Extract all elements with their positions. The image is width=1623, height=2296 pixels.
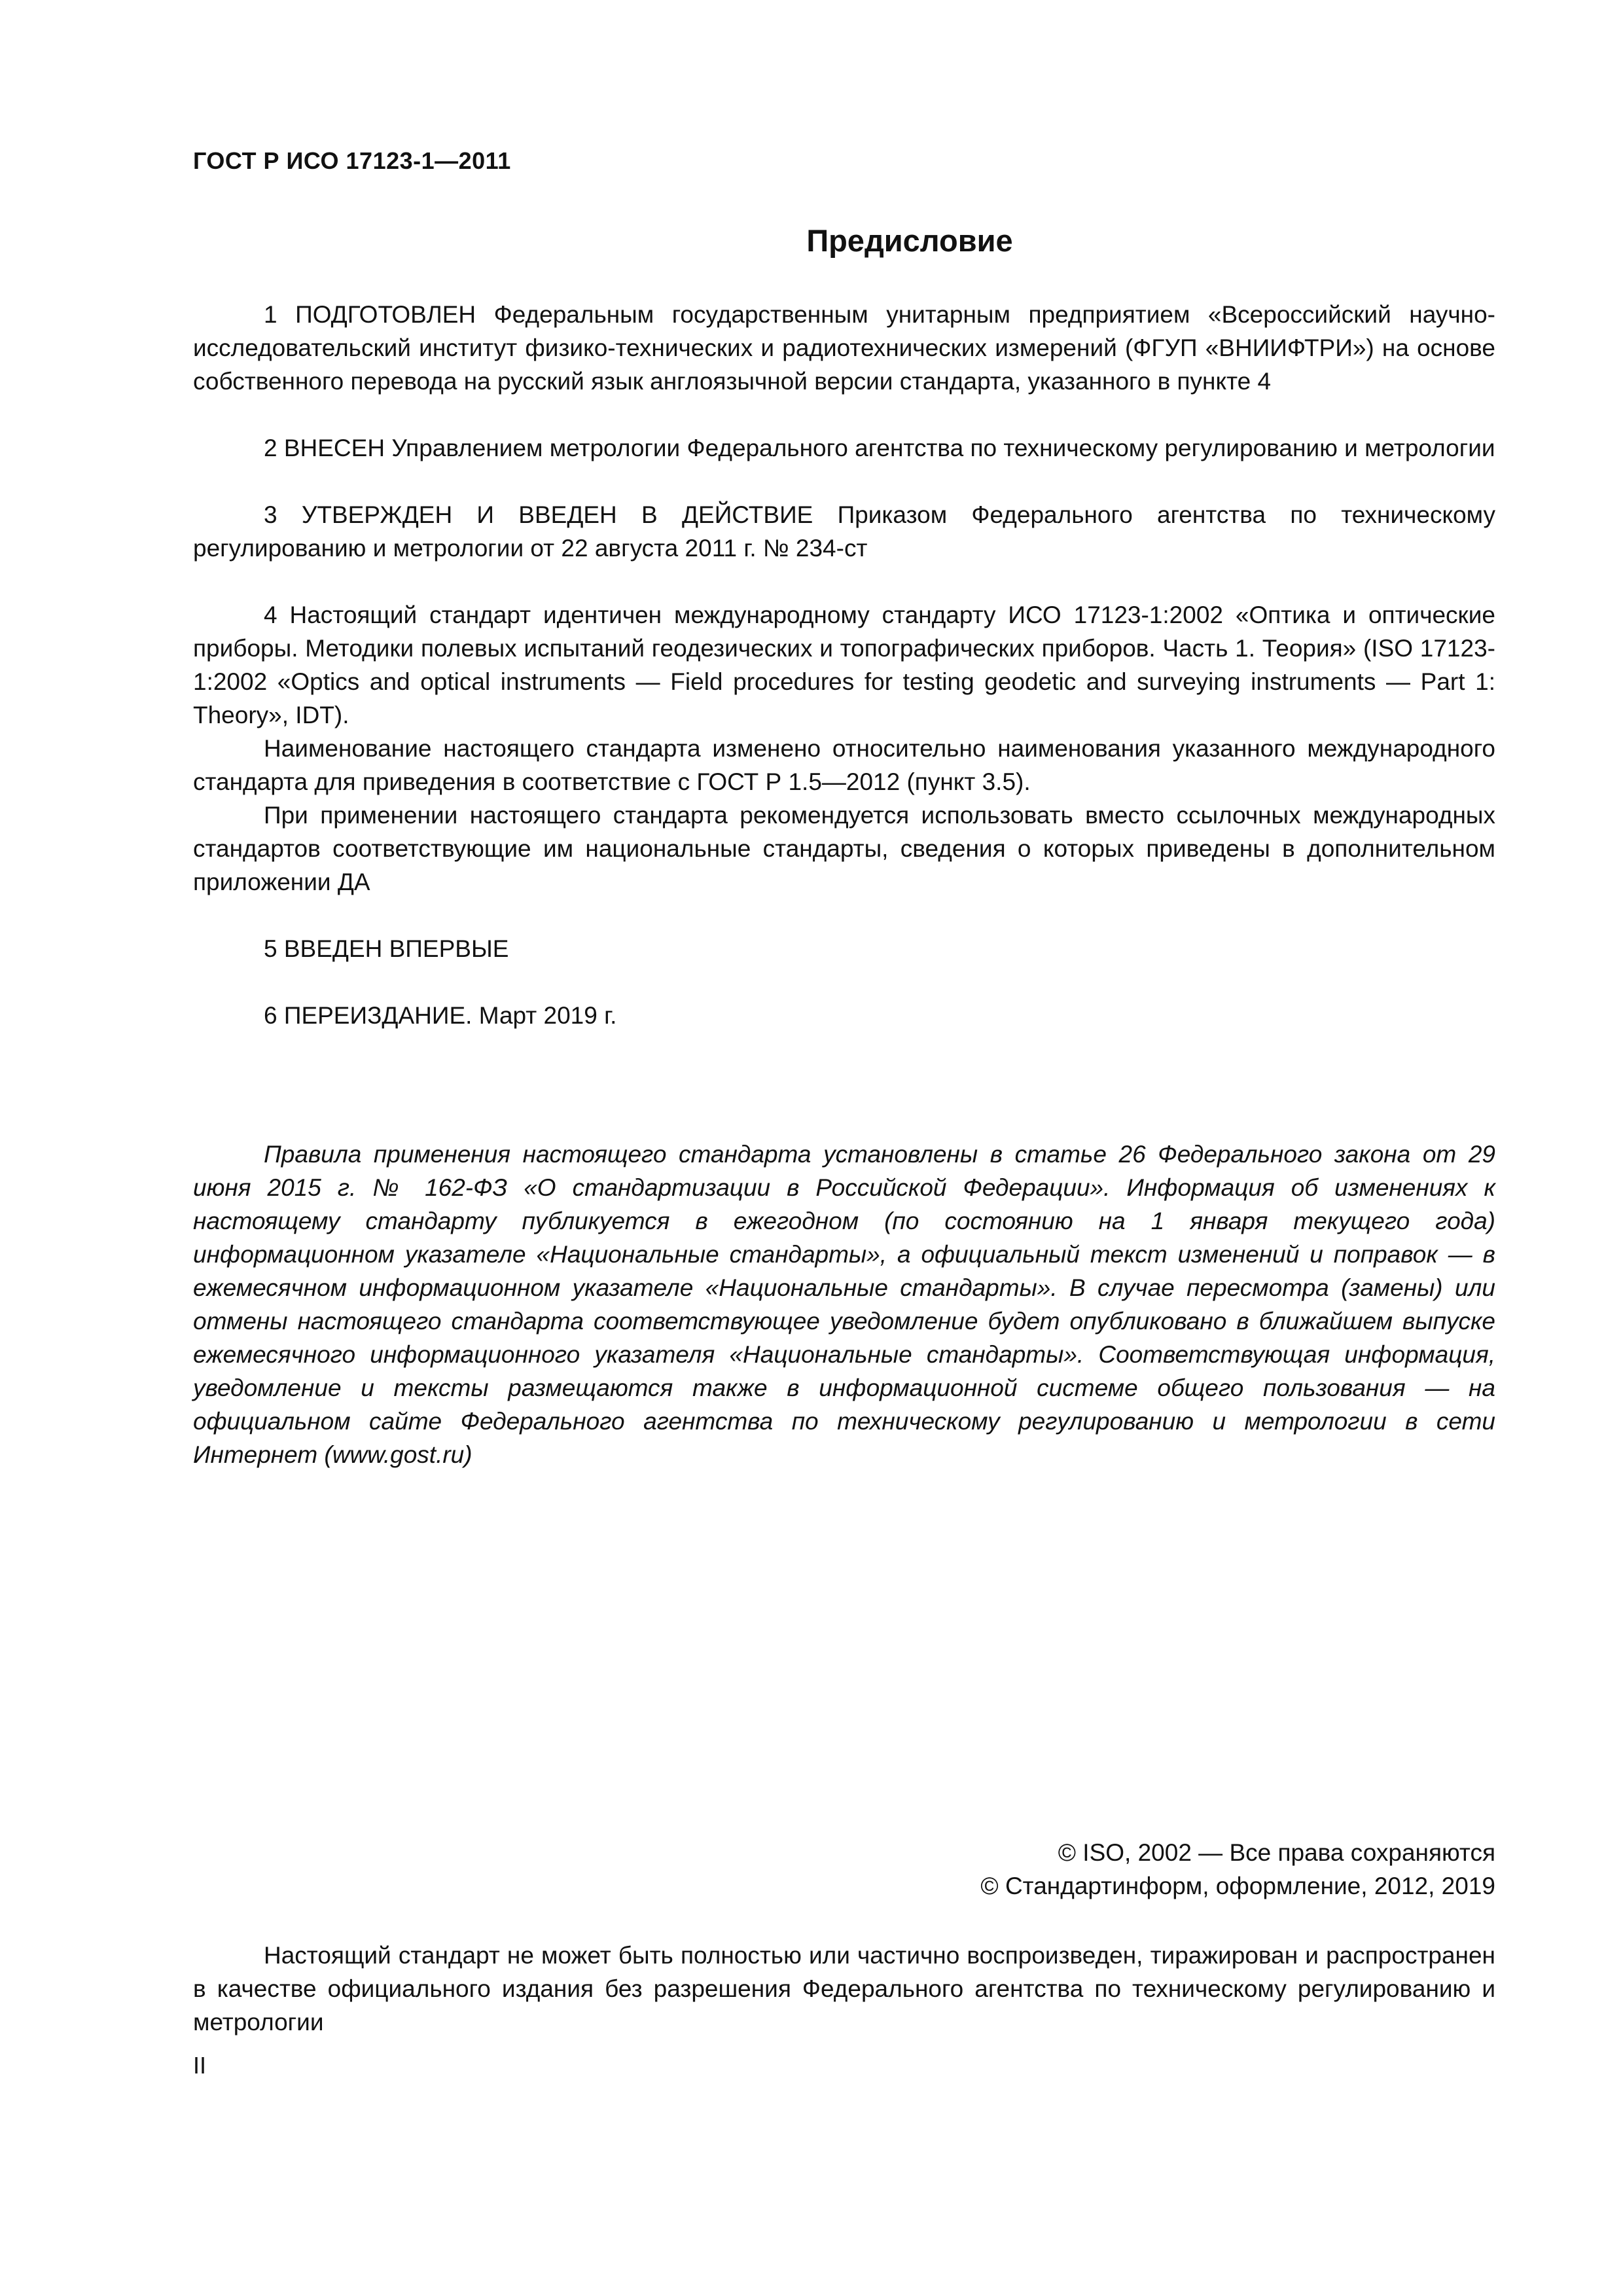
paragraph-6: 6 ПЕРЕИЗДАНИЕ. Март 2019 г.: [264, 1002, 617, 1029]
paragraph-3: 3 УТВЕРЖДЕН И ВВЕДЕН В ДЕЙСТВИЕ Приказом Федерального агентства по техническому регулированию и метрологии от 22 августа 2011 г. № 234-ст: [193, 501, 1495, 562]
paragraph-2: 2 ВНЕСЕН Управлением метрологии Федерального агентства по техническому регулированию и метрологии: [264, 435, 1495, 461]
paragraph-4-note-2: При применении настоящего стандарта рекомендуется использовать вместо ссылочных международных стандартов соответствующие им национальные стандарты, сведения о которых приведены в дополнительном приложении ДА: [193, 802, 1495, 895]
page-title: Предисловие: [806, 223, 1013, 258]
foreword-body: [193, 298, 1495, 1032]
paragraph-4: 4 Настоящий стандарт идентичен международному стандарту ИСО 17123-1:2002 «Оптика и оптические приборы. Методики полевых испытаний геодезических и топографических приборов. Часть 1. Теория» (ISO 17123-1:2002 «Optics and optical instruments — Field procedures for testing geodetic and surveying instruments — Part 1: Theory», IDT).: [193, 601, 1495, 728]
copyright-block: [980, 1836, 1495, 1903]
paragraph-4-note-1: Наименование настоящего стандарта изменено относительно наименования указанного международного стандарта для приведения в соответствие с ГОСТ Р 1.5—2012 (пункт 3.5).: [193, 735, 1495, 795]
copyright-standartinform: © Стандартинформ, оформление, 2012, 2019: [980, 1873, 1495, 1899]
paragraph-5: 5 ВВЕДЕН ВПЕРВЫЕ: [264, 935, 509, 962]
document-header: ГОСТ Р ИСО 17123-1—2011: [193, 147, 511, 174]
page-number: II: [193, 2052, 207, 2079]
paragraph-1: 1 ПОДГОТОВЛЕН Федеральным государственным унитарным предприятием «Всероссийский научно-исследовательский институт физико-технических и радиотехнических измерений (ФГУП «ВНИИФТРИ») на основе собственного перевода на русский язык англоязычной версии стандарта, указанного в пункте 4: [193, 301, 1495, 395]
reproduction-notice: Настоящий стандарт не может быть полностью или частично воспроизведен, тиражирован и распространен в качестве официального издания без разрешения Федерального агентства по техническому регулированию и метрологии: [193, 1942, 1495, 2036]
legal-notice: Правила применения настоящего стандарта установлены в статье 26 Федерального закона от 29 июня 2015 г. № 162-ФЗ «О стандартизации в Российской Федерации». Информация об изменениях к настоящему стандарту публикуется в ежегодном (по состоянию на 1 января текущего года) информационном указателе «Национальные стандарты», а официальный текст изменений и поправок — в ежемесячном информационном указателе «Национальные стандарты». В случае пересмотра (замены) или отмены настоящего стандарта соответствующее уведомление будет опубликовано в ближайшем выпуске ежемесячного информационного указателя «Национальные стандарты». Соответствующая информация, уведомление и тексты размещаются также в информационной системе общего пользования — на официальном сайте Федерального агентства по техническому регулированию и метрологии в сети Интернет (www.gost.ru): [193, 1141, 1495, 1468]
copyright-iso: © ISO, 2002 — Все права сохраняются: [1058, 1839, 1495, 1866]
